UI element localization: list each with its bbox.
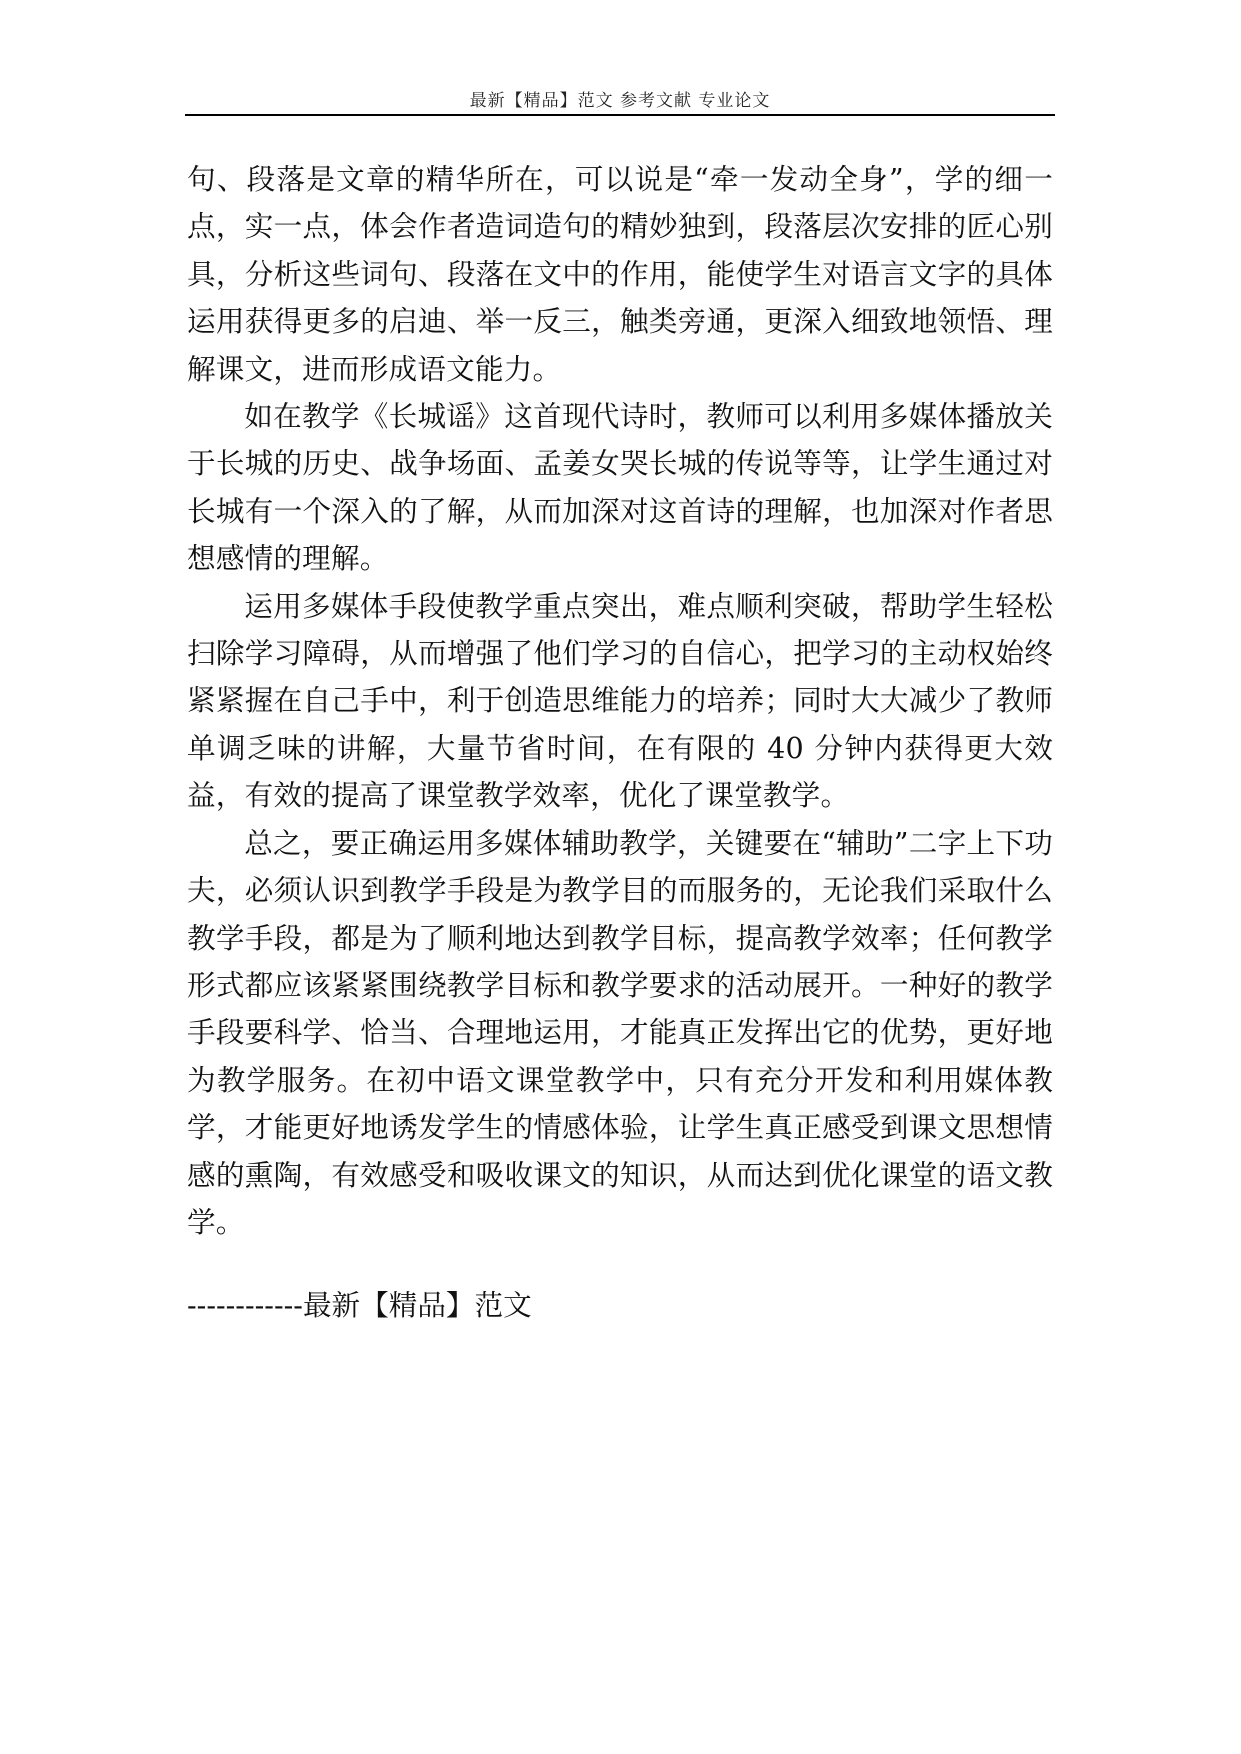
footer-note: ------------最新【精品】范文 <box>187 1288 532 1322</box>
paragraph-2: 如在教学《长城谣》这首现代诗时，教师可以利用多媒体播放关于长城的历史、战争场面、孟姜女哭长城的传说等等，让学生通过对长城有一个深入的了解，从而加深对这首诗的理解，也加深对作者思想感情的理解。 <box>187 399 1053 576</box>
paragraph-1: 句、段落是文章的精华所在，可以说是“牵一发动全身”，学的细一点，实一点，体会作者造词造句的精妙独到，段落层次安排的匠心别具，分析这些词句、段落在文中的作用，能使学生对语言文字的具体运用获得更多的启迪、举一反三，触类旁通，更深入细致地领悟、理解课文，进而形成语文能力。 <box>187 162 1053 386</box>
page-header: 最新【精品】范文 参考文献 专业论文 <box>469 91 771 111</box>
paragraph-4: 总之，要正确运用多媒体辅助教学，关键要在“辅助”二字上下功夫，必须认识到教学手段是为教学目的而服务的，无论我们采取什么教学手段，都是为了顺利地达到教学目标，提高教学效率；任何教学形式都应该紧紧围绕教学目标和教学要求的活动展开。一种好的教学手段要科学、恰当、合理地运用，才能真正发挥出它的优势，更好地为教学服务。在初中语文课堂教学中，只有充分开发和利用媒体教学，才能更好地诱发学生的情感体验，让学生真正感受到课文思想情感的熏陶，有效感受和吸收课文的知识，从而达到优化课堂的语文教学。 <box>187 825 1053 1239</box>
header-divider <box>185 114 1055 116</box>
document-body <box>187 156 1053 1246</box>
paragraph-3: 运用多媒体手段使教学重点突出，难点顺利突破，帮助学生轻松扫除学习障碍，从而增强了他们学习的自信心，把学习的主动权始终紧紧握在自己手中，利于创造思维能力的培养；同时大大减少了教师单调乏味的讲解，大量节省时间，在有限的 40 分钟内获得更大效益，有效的提高了课堂教学效率，优化了课堂教学。 <box>187 588 1053 813</box>
